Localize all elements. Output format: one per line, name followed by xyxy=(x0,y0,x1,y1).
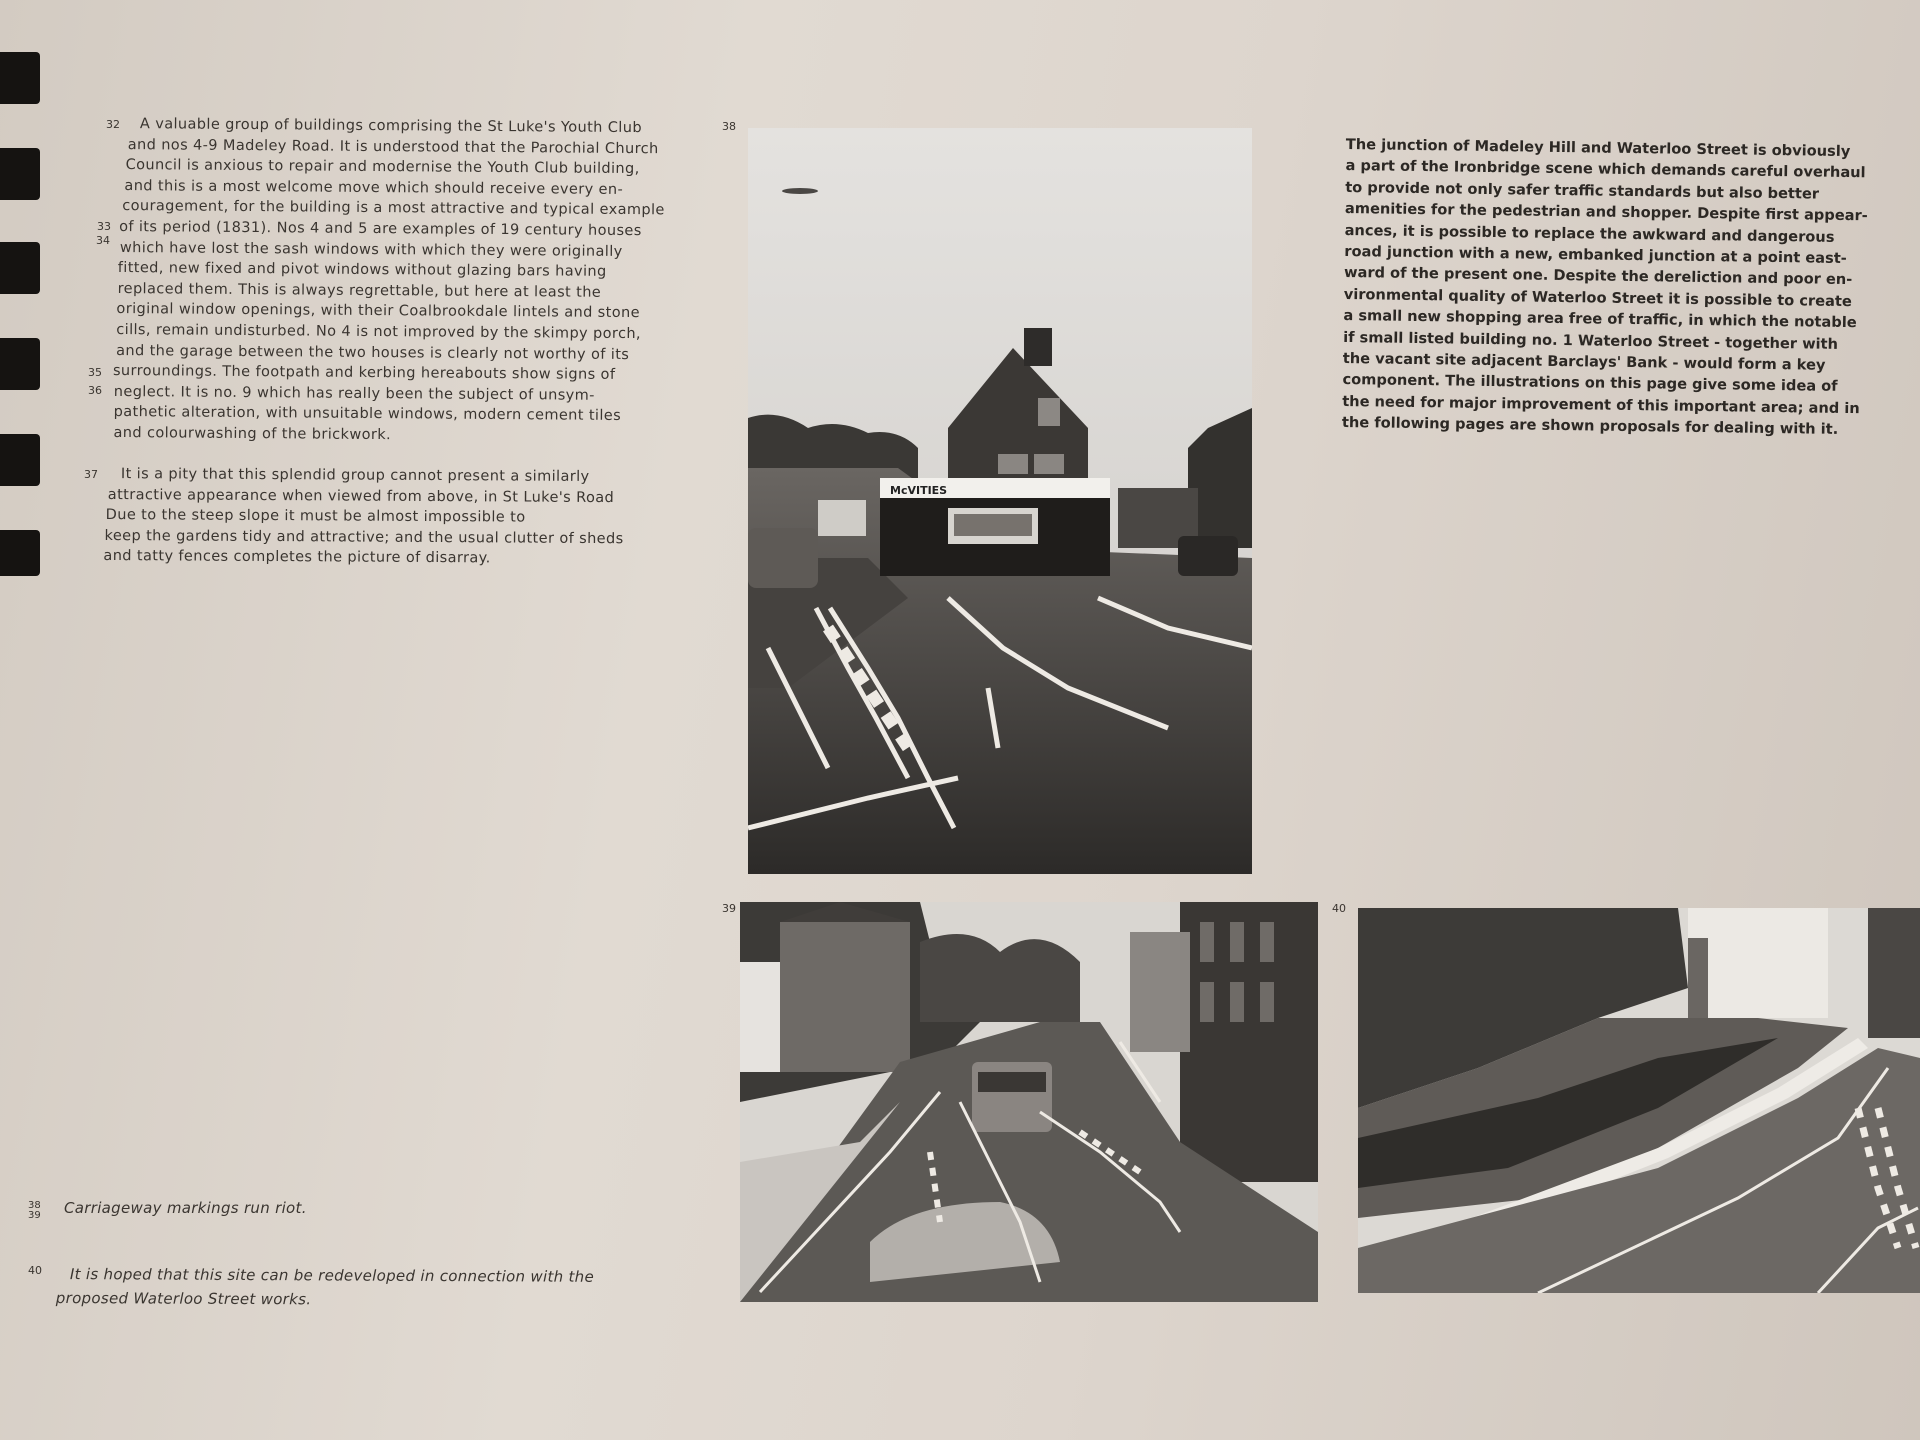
text-line: neglect. It is no. 9 which has really been the subject of unsym- xyxy=(113,383,595,404)
photo-38-image xyxy=(748,128,1252,874)
caption-38-39: Carriageway markings run riot. xyxy=(64,1199,307,1217)
text-line: original window openings, with their Coalbrookdale lintels and stone xyxy=(116,301,640,322)
photo-40-image xyxy=(1358,908,1920,1293)
text-line: the following pages are shown proposals for dealing with it. xyxy=(1341,414,1839,439)
paragraph-number: 36 xyxy=(88,384,102,397)
photo-number: 39 xyxy=(722,902,736,915)
text-line: A valuable group of buildings comprising the St Luke's Youth Club xyxy=(139,116,643,137)
text-line: vironmental quality of Waterloo Street it is possible to create xyxy=(1343,285,1852,310)
text-line: pathetic alteration, with unsuitable windows, modern cement tiles xyxy=(113,404,622,425)
binding-ring xyxy=(0,242,40,294)
paragraph-number: 34 xyxy=(96,234,110,247)
photo-39-street xyxy=(740,902,1318,1302)
caption-40 xyxy=(56,1262,594,1313)
binding-ring xyxy=(0,338,40,390)
paragraph-number: 33 xyxy=(97,220,111,233)
binding-ring xyxy=(0,530,40,576)
photo-39-image xyxy=(740,902,1318,1302)
paragraph-number: 37 xyxy=(84,468,98,481)
text-line: which have lost the sash windows with which they were originally xyxy=(119,239,623,260)
paragraph-number: 35 xyxy=(88,366,102,379)
text-line: proposed Waterloo Street works. xyxy=(55,1288,312,1309)
text-line: and nos 4-9 Madeley Road. It is understood that the Parochial Church xyxy=(127,136,659,157)
text-line: a small new shopping area free of traffic, in which the notable xyxy=(1343,307,1857,332)
spiral-binding xyxy=(0,40,42,640)
binding-ring xyxy=(0,148,40,200)
text-line: surroundings. The footpath and kerbing hereabouts show signs of xyxy=(112,363,616,384)
text-line: to provide not only safer traffic standards but also better xyxy=(1345,178,1820,203)
text-line: fitted, new fixed and pivot windows without glazing bars having xyxy=(117,260,607,280)
text-line: the vacant site adjacent Barclays' Bank - would form a key xyxy=(1342,350,1826,374)
text-line: of its period (1831). Nos 4 and 5 are examples of 19 century houses xyxy=(119,218,642,240)
text-line: and this is a most welcome move which should receive every en- xyxy=(124,177,624,198)
text-line: component. The illustrations on this page give some idea of xyxy=(1342,371,1838,396)
text-line: amenities for the pedestrian and shopper. Despite first appear- xyxy=(1344,200,1868,225)
photo-number: 40 xyxy=(1332,902,1346,915)
text-line: a part of the Ironbridge scene which demands careful overhaul xyxy=(1345,157,1866,182)
photo-40-site xyxy=(1358,908,1920,1293)
text-line: and the garage between the two houses is clearly not worthy of its xyxy=(116,342,630,363)
text-line: It is hoped that this site can be redeveloped in connection with the xyxy=(69,1265,595,1286)
text-line: ward of the present one. Despite the dereliction and poor en- xyxy=(1343,264,1853,289)
caption-number: 38 39 xyxy=(28,1200,41,1221)
text-line: Council is anxious to repair and modernise the Youth Club building, xyxy=(125,157,640,178)
paragraph-number: 32 xyxy=(106,118,120,131)
text-line: couragement, for the building is a most attractive and typical example xyxy=(122,198,665,219)
binding-ring xyxy=(0,434,40,486)
text-line: road junction with a new, embanked junction at a point east- xyxy=(1344,243,1847,268)
text-line: keep the gardens tidy and attractive; and the usual clutter of sheds xyxy=(104,527,624,547)
paragraph-37 xyxy=(103,464,624,570)
text-line: The junction of Madeley Hill and Waterloo Street is obviously xyxy=(1345,135,1851,161)
binding-ring xyxy=(0,52,40,104)
text-line: replaced them. This is always regrettable, but here at least the xyxy=(117,280,602,301)
text-line: if small listed building no. 1 Waterloo Street - together with xyxy=(1343,328,1839,353)
photo-38-junction xyxy=(748,128,1252,874)
text-line: and tatty fences completes the picture of disarray. xyxy=(103,548,491,567)
text-line: cills, remain undisturbed. No 4 is not improved by the skimpy porch, xyxy=(116,321,642,343)
text-line: the need for major improvement of this important area; and in xyxy=(1342,392,1860,418)
text-line: attractive appearance when viewed from above, in St Luke's Road xyxy=(107,486,615,506)
kiosk-sign-text: McVITIES xyxy=(890,484,948,497)
caption-number: 40 xyxy=(28,1264,42,1277)
photo-number: 38 xyxy=(722,120,736,133)
text-line: and colourwashing of the brickwork. xyxy=(113,424,392,444)
text-line: Due to the steep slope it must be almost impossible to xyxy=(105,507,526,526)
text-line: ances, it is possible to replace the awkward and dangerous xyxy=(1344,221,1835,246)
junction-description xyxy=(1342,134,1866,441)
text-line: It is a pity that this splendid group cannot present a similarly xyxy=(120,466,590,485)
